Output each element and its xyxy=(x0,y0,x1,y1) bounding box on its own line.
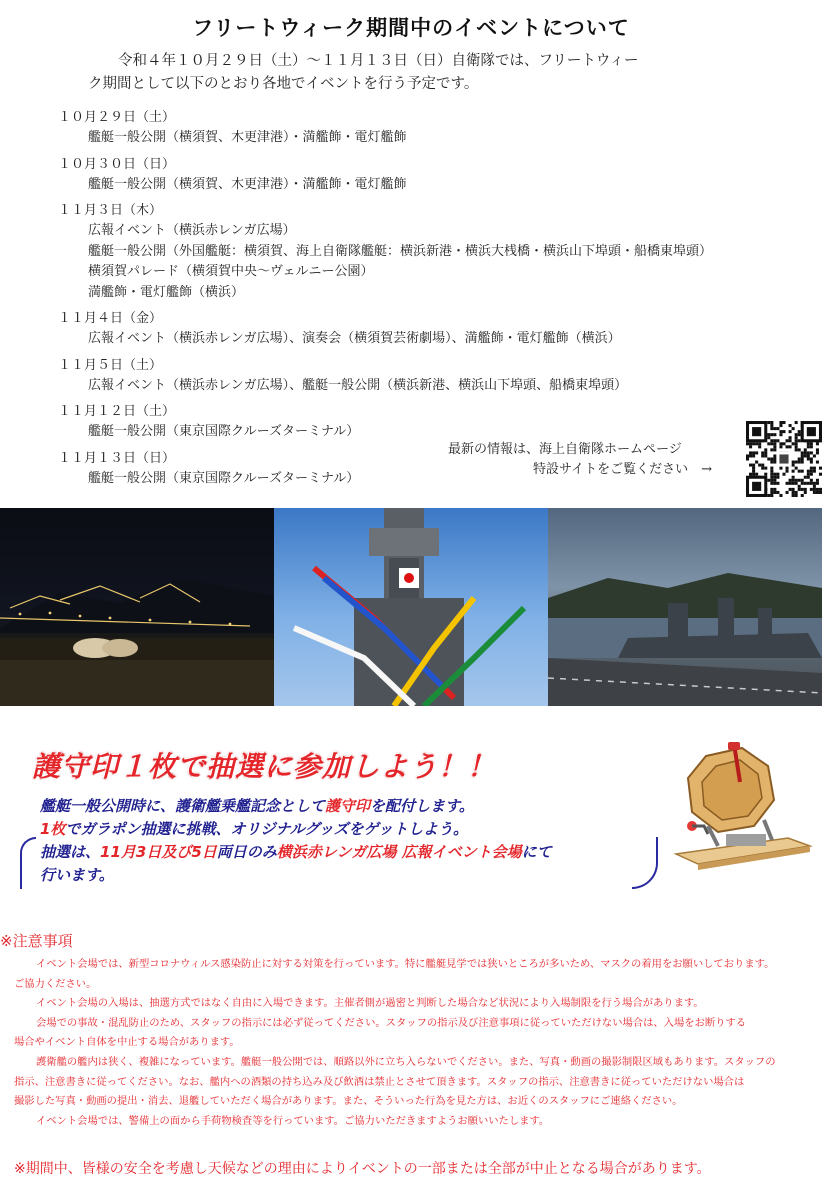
latest-info-line-2: 特設サイトをご覧ください → xyxy=(533,462,712,477)
photo-strip xyxy=(0,508,822,706)
lottery-line-2: 1枚でガラポン抽選に挑戦、オリジナルグッズをゲットしよう。 xyxy=(40,820,469,838)
intro-line-1: 令和４年１０月２９日（土）～１１月１３日（日）自衛隊では、フリートウィー xyxy=(118,53,639,69)
latest-info xyxy=(448,440,728,480)
note-line: 護衛艦の艦内は狭く、複雑になっています。艦艇一般公開では、順路以外に立ち入らないでください。また、写真・動画の撮影制限区域もあります。スタッフの xyxy=(36,1055,776,1068)
schedule-date: １１月１２日（土） xyxy=(58,404,176,419)
notes-heading: ※注意事項 xyxy=(0,932,73,950)
footer-notice: ※期間中、皆様の安全を考慮し天候などの理由によりイベントの一部または全部が中止となる場合があります。 xyxy=(14,1161,711,1177)
warships-at-port-photo xyxy=(548,508,822,706)
event-schedule xyxy=(58,108,778,495)
schedule-date: １１月４日（金） xyxy=(58,311,163,326)
lottery-line-3: 抽選は、11月3日及び5日両日のみ横浜赤レンガ広場 広報イベント会場にて xyxy=(40,843,552,861)
note-line: 会場での事故・混乱防止のため、スタッフの指示には必ず従ってください。スタッフの指示及び注意事項に従っていただけない場合は、入場をお断りする xyxy=(36,1016,747,1029)
schedule-event: 広報イベント（横浜赤レンガ広場）、艦艇一般公開（横浜新港、横浜山下埠頭、船橋東埠頭） xyxy=(88,377,628,393)
notes-list xyxy=(14,955,822,1131)
schedule-day xyxy=(58,402,778,443)
page-title: フリートウィーク期間中のイベントについて xyxy=(192,15,630,40)
note-line: 撮影した写真・動画の提出・消去、退艦していただく場合があります。また、そういった行為を見た方は、お近くのスタッフにご連絡ください。 xyxy=(14,1095,683,1108)
lottery-title: 護守印１枚で抽選に参加しよう！！ xyxy=(32,750,497,783)
note-line: イベント会場の入場は、抽選方式ではなく自由に入場できます。主催者側が過密と判断した場合など状況により入場制限を行う場合があります。 xyxy=(36,997,704,1010)
schedule-day xyxy=(58,201,778,303)
schedule-day xyxy=(58,108,778,149)
ship-mast-with-flags-photo xyxy=(274,508,548,706)
schedule-event: 艦艇一般公開（東京国際クルーズターミナル） xyxy=(88,424,360,439)
qr-code[interactable] xyxy=(746,421,822,497)
schedule-event: 艦艇一般公開（横須賀、木更津港）・満艦飾・電灯艦飾 xyxy=(88,130,407,145)
schedule-event: 横須賀パレード（横須賀中央～ヴェルニー公園） xyxy=(88,264,374,279)
latest-info-line-1: 最新の情報は、海上自衛隊ホームページ xyxy=(448,442,682,457)
schedule-event: 艦艇一般公開（東京国際クルーズターミナル） xyxy=(88,470,360,486)
note-line: イベント会場では、新型コロナウィルス感染防止に対する対策を行っています。特に艦艇見学では狭いところが多いため、マスクの着用をお願いしております。 xyxy=(36,958,775,970)
schedule-day xyxy=(58,155,778,196)
lottery-line-4: 行います。 xyxy=(40,866,114,884)
schedule-date: １０月２９日（土） xyxy=(58,110,176,125)
schedule-date: １１月１３日（日） xyxy=(58,450,176,466)
bracket-left xyxy=(20,837,36,889)
schedule-day xyxy=(58,356,778,397)
schedule-event: 艦艇一般公開（横須賀、木更津港）・満艦飾・電灯艦飾 xyxy=(88,176,407,192)
note-line: 指示、注意書きに従ってください。なお、艦内への酒類の持ち込み及び飲酒は禁止とさせて頂きます。スタッフの指示、注意書きに従っていただけない場合は xyxy=(14,1075,745,1088)
schedule-date: １０月３０日（日） xyxy=(58,156,176,172)
schedule-event: 広報イベント（横浜赤レンガ広場） xyxy=(88,223,296,238)
schedule-event: 広報イベント（横浜赤レンガ広場）、演奏会（横須賀芸術劇場）、満艦飾・電灯艦飾（横浜） xyxy=(88,331,621,346)
lottery-line-1: 艦艇一般公開時に、護衛艦乗艦記念として護守印を配付します。 xyxy=(40,797,474,815)
intro-line-2: ク期間として以下のとおり各地でイベントを行う予定です。 xyxy=(88,76,479,92)
bracket-right xyxy=(632,837,658,889)
lottery-machine-illustration xyxy=(668,742,814,872)
note-line: イベント会場では、警備上の面から手荷物検査等を行っています。ご協力いただきますようお願いいたします。 xyxy=(36,1114,550,1127)
schedule-date: １１月５日（土） xyxy=(58,357,163,373)
schedule-date: １１月３日（木） xyxy=(58,203,163,218)
schedule-event: 艦艇一般公開（外国艦艇：横須賀、海上自衛隊艦艇：横浜新港・横浜大桟橋・横浜山下埠頭・船橋東埠頭） xyxy=(88,243,713,259)
night-illuminated-ships-photo xyxy=(0,508,274,706)
intro-text xyxy=(88,50,738,96)
schedule-event: 満艦飾・電灯艦飾（横浜） xyxy=(88,284,245,300)
schedule-day xyxy=(58,309,778,350)
note-line: ご協力ください。 xyxy=(14,977,97,990)
note-line: 場合やイベント自体を中止する場合があります。 xyxy=(14,1036,240,1049)
